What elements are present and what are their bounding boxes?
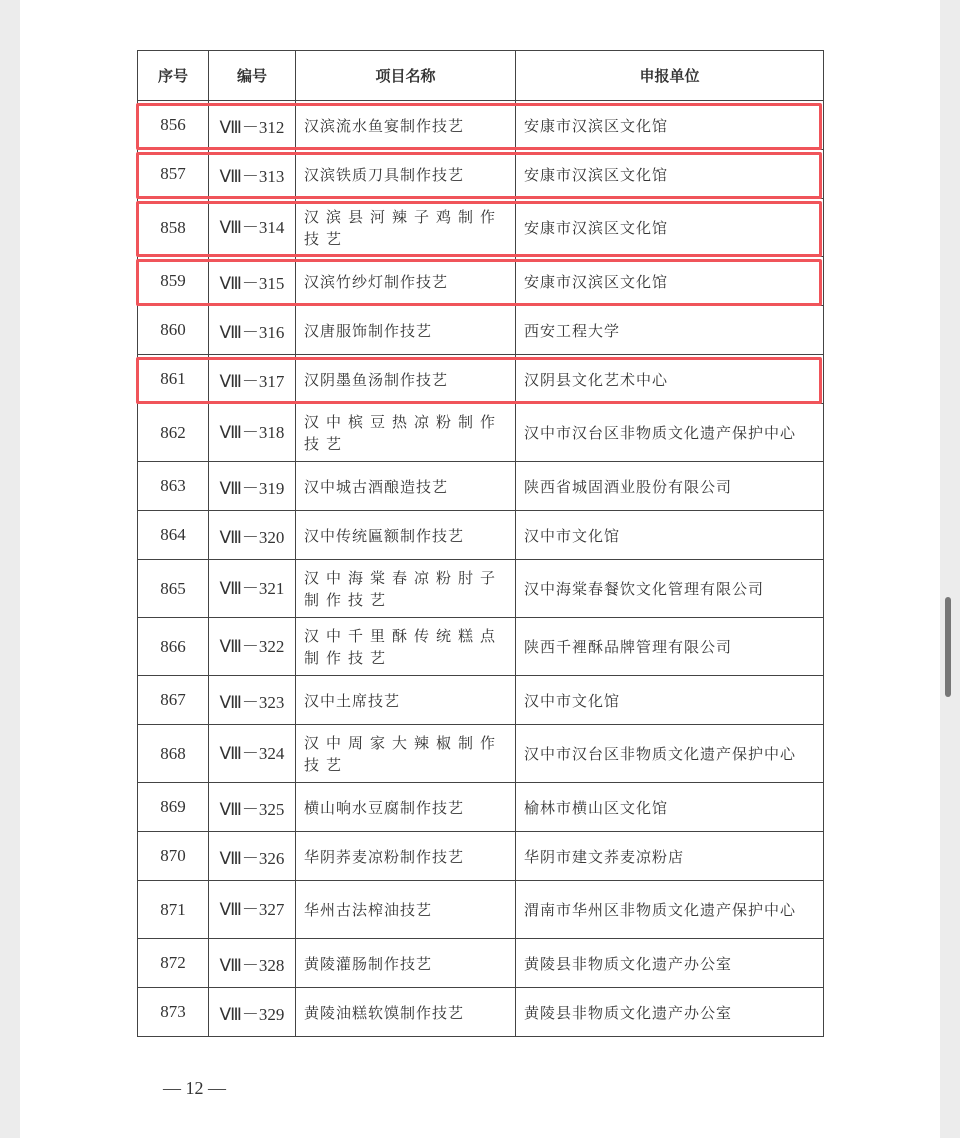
row-applicant-unit: 黄陵县非物质文化遗产办公室 bbox=[516, 988, 824, 1037]
row-index: 860 bbox=[138, 306, 209, 355]
row-project-name: 华阴荞麦凉粉制作技艺 bbox=[296, 832, 516, 881]
table-row bbox=[138, 939, 824, 988]
row-code: Ⅷ－318 bbox=[209, 404, 296, 462]
scrollbar-thumb[interactable] bbox=[945, 597, 951, 697]
header-code: 编号 bbox=[209, 51, 296, 101]
row-project-name: 黄陵灌肠制作技艺 bbox=[296, 939, 516, 988]
row-project-name: 汉滨竹纱灯制作技艺 bbox=[296, 257, 516, 306]
row-code: Ⅷ－315 bbox=[209, 257, 296, 306]
row-applicant-unit: 榆林市横山区文化馆 bbox=[516, 783, 824, 832]
row-applicant-unit: 汉中市文化馆 bbox=[516, 511, 824, 560]
row-code: Ⅷ－319 bbox=[209, 462, 296, 511]
row-applicant-unit: 汉中海棠春餐饮文化管理有限公司 bbox=[516, 560, 824, 618]
row-index: 864 bbox=[138, 511, 209, 560]
highlight-box bbox=[136, 103, 822, 150]
row-project-name: 汉滨铁质刀具制作技艺 bbox=[296, 150, 516, 199]
highlight-box bbox=[136, 357, 822, 404]
row-code: Ⅷ－313 bbox=[209, 150, 296, 199]
row-code: Ⅷ－314 bbox=[209, 199, 296, 257]
row-applicant-unit: 西安工程大学 bbox=[516, 306, 824, 355]
row-code: Ⅷ－327 bbox=[209, 881, 296, 939]
row-index: 868 bbox=[138, 725, 209, 783]
row-index: 858 bbox=[138, 199, 209, 257]
row-project-name: 汉中槟豆热凉粉制作技艺 bbox=[296, 404, 516, 462]
row-project-name: 汉唐服饰制作技艺 bbox=[296, 306, 516, 355]
row-project-name: 汉滨流水鱼宴制作技艺 bbox=[296, 101, 516, 150]
row-code: Ⅷ－328 bbox=[209, 939, 296, 988]
table-header-row bbox=[138, 51, 824, 101]
row-index: 861 bbox=[138, 355, 209, 404]
row-project-name: 汉中周家大辣椒制作技艺 bbox=[296, 725, 516, 783]
table-row bbox=[138, 783, 824, 832]
row-applicant-unit: 安康市汉滨区文化馆 bbox=[516, 257, 824, 306]
row-applicant-unit: 汉中市文化馆 bbox=[516, 676, 824, 725]
row-index: 873 bbox=[138, 988, 209, 1037]
row-project-name: 汉中千里酥传统糕点制作技艺 bbox=[296, 618, 516, 676]
row-code: Ⅷ－321 bbox=[209, 560, 296, 618]
row-index: 866 bbox=[138, 618, 209, 676]
highlight-box bbox=[136, 201, 822, 257]
row-code: Ⅷ－317 bbox=[209, 355, 296, 404]
row-applicant-unit: 黄陵县非物质文化遗产办公室 bbox=[516, 939, 824, 988]
row-applicant-unit: 安康市汉滨区文化馆 bbox=[516, 199, 824, 257]
table-row bbox=[138, 988, 824, 1037]
row-project-name: 汉中海棠春凉粉肘子制作技艺 bbox=[296, 560, 516, 618]
row-index: 869 bbox=[138, 783, 209, 832]
row-project-name: 汉中土席技艺 bbox=[296, 676, 516, 725]
row-project-name: 华州古法榨油技艺 bbox=[296, 881, 516, 939]
row-code: Ⅷ－322 bbox=[209, 618, 296, 676]
table-row bbox=[138, 725, 824, 783]
row-applicant-unit: 渭南市华州区非物质文化遗产保护中心 bbox=[516, 881, 824, 939]
table-row bbox=[138, 404, 824, 462]
table-row bbox=[138, 832, 824, 881]
row-project-name: 汉中城古酒酿造技艺 bbox=[296, 462, 516, 511]
row-index: 865 bbox=[138, 560, 209, 618]
row-index: 872 bbox=[138, 939, 209, 988]
row-code: Ⅷ－325 bbox=[209, 783, 296, 832]
table-row bbox=[138, 306, 824, 355]
row-index: 857 bbox=[138, 150, 209, 199]
row-code: Ⅷ－324 bbox=[209, 725, 296, 783]
page-number: — 12 — bbox=[163, 1078, 226, 1098]
row-index: 870 bbox=[138, 832, 209, 881]
row-applicant-unit: 汉中市汉台区非物质文化遗产保护中心 bbox=[516, 725, 824, 783]
row-project-name: 汉中传统匾额制作技艺 bbox=[296, 511, 516, 560]
row-applicant-unit: 安康市汉滨区文化馆 bbox=[516, 150, 824, 199]
row-code: Ⅷ－326 bbox=[209, 832, 296, 881]
row-project-name: 黄陵油糕软馍制作技艺 bbox=[296, 988, 516, 1037]
row-project-name: 汉滨县河辣子鸡制作技艺 bbox=[296, 199, 516, 257]
row-applicant-unit: 汉中市汉台区非物质文化遗产保护中心 bbox=[516, 404, 824, 462]
row-applicant-unit: 华阴市建文荞麦凉粉店 bbox=[516, 832, 824, 881]
row-index: 871 bbox=[138, 881, 209, 939]
row-code: Ⅷ－312 bbox=[209, 101, 296, 150]
table-row bbox=[138, 881, 824, 939]
row-code: Ⅷ－323 bbox=[209, 676, 296, 725]
row-code: Ⅷ－320 bbox=[209, 511, 296, 560]
row-project-name: 横山响水豆腐制作技艺 bbox=[296, 783, 516, 832]
highlight-box bbox=[136, 259, 822, 306]
header-index: 序号 bbox=[138, 51, 209, 101]
row-applicant-unit: 陕西省城固酒业股份有限公司 bbox=[516, 462, 824, 511]
table-row bbox=[138, 618, 824, 676]
row-code: Ⅷ－329 bbox=[209, 988, 296, 1037]
row-project-name: 汉阴墨鱼汤制作技艺 bbox=[296, 355, 516, 404]
row-index: 862 bbox=[138, 404, 209, 462]
table-row bbox=[138, 676, 824, 725]
row-code: Ⅷ－316 bbox=[209, 306, 296, 355]
row-applicant-unit: 安康市汉滨区文化馆 bbox=[516, 101, 824, 150]
table-row bbox=[138, 511, 824, 560]
row-index: 859 bbox=[138, 257, 209, 306]
table-row bbox=[138, 462, 824, 511]
highlight-box bbox=[136, 152, 822, 199]
header-project-name: 项目名称 bbox=[296, 51, 516, 101]
table-row bbox=[138, 560, 824, 618]
row-applicant-unit: 汉阴县文化艺术中心 bbox=[516, 355, 824, 404]
row-index: 856 bbox=[138, 101, 209, 150]
row-index: 867 bbox=[138, 676, 209, 725]
header-applicant-unit: 申报单位 bbox=[516, 51, 824, 101]
row-index: 863 bbox=[138, 462, 209, 511]
row-applicant-unit: 陕西千裡酥品牌管理有限公司 bbox=[516, 618, 824, 676]
